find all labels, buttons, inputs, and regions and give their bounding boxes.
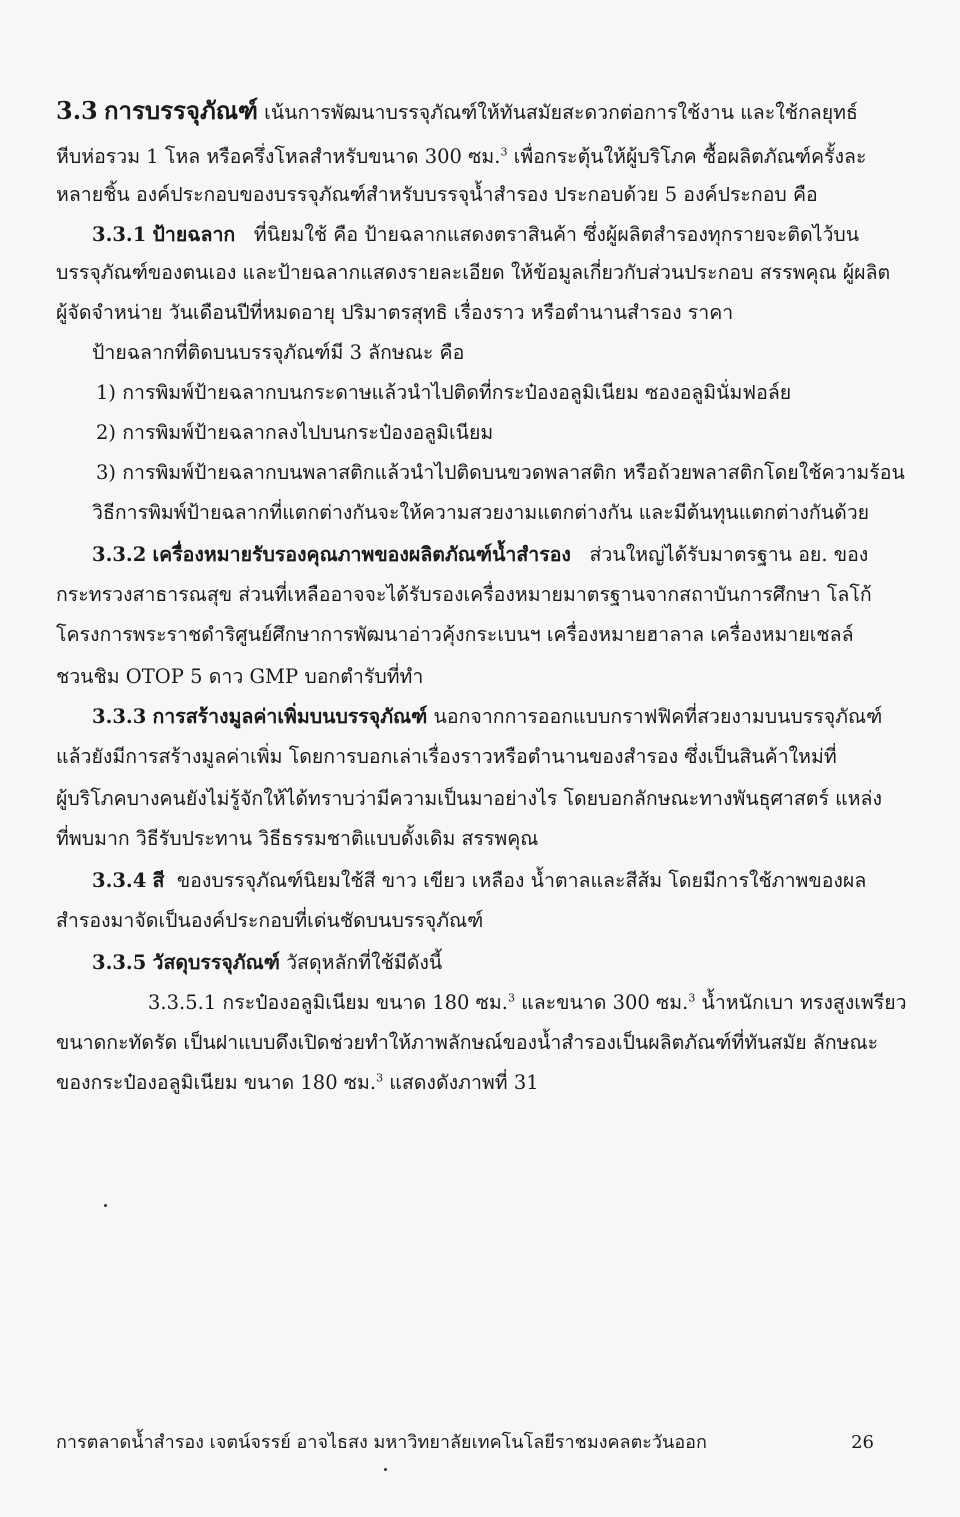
subsection-number: 3.3.5 [92,951,147,974]
superscript: 3 [500,145,508,159]
paragraph-line: โครงการพระราชดำริศูนย์ศึกษาการพัฒนาอ่าวคุ้งกระเบนฯ เครื่องหมายฮาลาล เครื่องหมายเชลล์ [56,623,854,646]
page-number: 26 [851,1432,874,1453]
paragraph-line: บรรจุภัณฑ์ของตนเอง และป้ายฉลากแสดงรายละเอียด ให้ข้อมูลเกี่ยวกับส่วนประกอบ สรรพคุณ ผู้ผลิต [56,261,891,284]
subsection-number: 3.3.4 [92,869,147,892]
scan-speck [104,1204,107,1207]
superscript: 3 [376,1071,384,1085]
list-item: 2) การพิมพ์ป้ายฉลากลงไปบนกระป๋องอลูมิเนียม [96,421,494,444]
paragraph-line: กระทรวงสาธารณสุข ส่วนที่เหลืออาจจะได้รับรองเครื่องหมายมาตรฐานจากสถาบันการศึกษา โลโก้ [56,583,872,606]
superscript: 3 [688,991,696,1005]
subsection-332-heading [92,540,904,570]
subsection-335-heading [92,948,904,978]
paragraph-line: แล้วยังมีการสร้างมูลค่าเพิ่ม โดยการบอกเล่าเรื่องราวหรือตำนานของสำรอง ซึ่งเป็นสินค้าใหม่ที่ [56,745,837,768]
subsection-334-heading [92,866,904,896]
subsubsection-3351-line-3 [56,1068,904,1098]
section-number: 3.3 [56,96,98,125]
paragraph-line: ผู้บริโภคบางคนยังไม่รู้จักให้ได้ทราบว่ามีความเป็นมาอย่างไร โดยบอกลักษณะทางพันธุศาสตร์ แหล่ง [56,787,883,810]
paragraph-text: น้ำหนักเบา ทรงสูงเพรียว [695,991,907,1014]
subsection-title: ป้ายฉลาก [152,223,236,246]
paragraph-line: ของบรรจุภัณฑ์นิยมใช้สี ขาว เขียว เหลือง น้ำตาลและสีส้ม โดยมีการใช้ภาพของผล [176,869,867,892]
footer-text: การตลาดน้ำสำรอง เจตน์จรรย์ อาจไธสง มหาวิทยาลัยเทคโนโลยีราชมงคลตะวันออก [56,1432,707,1453]
superscript: 3 [507,991,515,1005]
scan-speck [384,1468,387,1471]
paragraph-line: ที่นิยมใช้ คือ ป้ายฉลากแสดงตราสินค้า ซึ่งผู้ผลิตสำรองทุกรายจะติดไว้บน [253,223,860,246]
paragraph-line: สำรองมาจัดเป็นองค์ประกอบที่เด่นชัดบนบรรจุภัณฑ์ [56,909,484,932]
paragraph-line: วิธีการพิมพ์ป้ายฉลากที่แตกต่างกันจะให้ความสวยงามแตกต่างกัน และมีต้นทุนแตกต่างกันด้วย [92,501,870,524]
paragraph-text: 3.3.5.1 กระป๋องอลูมิเนียม ขนาด 180 ซม. [148,991,508,1014]
paragraph-line: ป้ายฉลากที่ติดบนบรรจุภัณฑ์มี 3 ลักษณะ คือ [92,341,465,364]
paragraph-line: นอกจากการออกแบบกราฟฟิคที่สวยงามบนบรรจุภัณฑ์ [433,705,883,728]
subsection-number: 3.3.2 [92,543,147,566]
subsection-title: การสร้างมูลค่าเพิ่มบนบรรจุภัณฑ์ [152,705,428,728]
section-intro-2a: หีบห่อรวม 1 โหล หรือครึ่งโหลสำหรับขนาด 300 ซม. [56,145,501,168]
paragraph-text: และขนาด 300 ซม. [514,991,689,1014]
subsection-number: 3.3.3 [92,705,147,728]
subsection-title: สี [152,869,165,892]
paragraph-line: ส่วนใหญ่ได้รับมาตรฐาน อย. ของ [589,543,869,566]
section-intro-1: เน้นการพัฒนาบรรจุภัณฑ์ให้ทันสมัยสะดวกต่อการใช้งาน และใช้กลยุทธ์ [264,101,858,124]
paragraph-line: ขนาดกะทัดรัด เป็นฝาแบบดึงเปิดช่วยทำให้ภาพลักษณ์ของน้ำสำรองเป็นผลิตภัณฑ์ที่ทันสมัย ลักษณะ [56,1031,879,1054]
subsection-331-heading [92,220,904,250]
subsubsection-3351-line-1 [148,988,907,1018]
subsection-title: เครื่องหมายรับรองคุณภาพของผลิตภัณฑ์น้ำสำรอง [152,543,571,566]
list-item: 3) การพิมพ์ป้ายฉลากบนพลาสติกแล้วนำไปติดบนขวดพลาสติก หรือถ้วยพลาสติกโดยใช้ความร้อน [96,461,905,484]
paragraph-text: แสดงดังภาพที่ 31 [383,1071,539,1094]
subsection-333-heading [92,702,904,732]
paragraph-text: ของกระป๋องอลูมิเนียม ขนาด 180 ซม. [56,1071,377,1094]
section-heading-line [56,96,904,128]
subsection-title: วัสดุบรรจุภัณฑ์ [152,951,280,974]
list-item: 1) การพิมพ์ป้ายฉลากบนกระดาษแล้วนำไปติดที่กระป๋องอลูมิเนียม ซองอลูมินั่มฟอล์ย [96,381,792,404]
section-title: การบรรจุภัณฑ์ [103,96,258,125]
subsection-number: 3.3.1 [92,223,147,246]
section-intro-3: หลายชิ้น องค์ประกอบของบรรจุภัณฑ์สำหรับบรรจุน้ำสำรอง ประกอบด้วย 5 องค์ประกอบ คือ [56,183,818,206]
section-intro-2 [56,142,904,172]
section-intro-2b: เพื่อกระตุ้นให้ผู้บริโภค ซื้อผลิตภัณฑ์ครั้งละ [507,145,867,168]
paragraph-line: ชวนชิม OTOP 5 ดาว GMP บอกตำรับที่ทำ [56,665,424,688]
paragraph-line: วัสดุหลักที่ใช้มีดังนี้ [286,951,443,974]
page-footer [56,1430,874,1456]
paragraph-line: ที่พบมาก วิธีรับประทาน วิธีธรรมชาติแบบดั้งเดิม สรรพคุณ [56,827,539,850]
paragraph-line: ผู้จัดจำหน่าย วันเดือนปีที่หมดอายุ ปริมาตรสุทธิ เรื่องราว หรือตำนานสำรอง ราคา [56,301,734,324]
